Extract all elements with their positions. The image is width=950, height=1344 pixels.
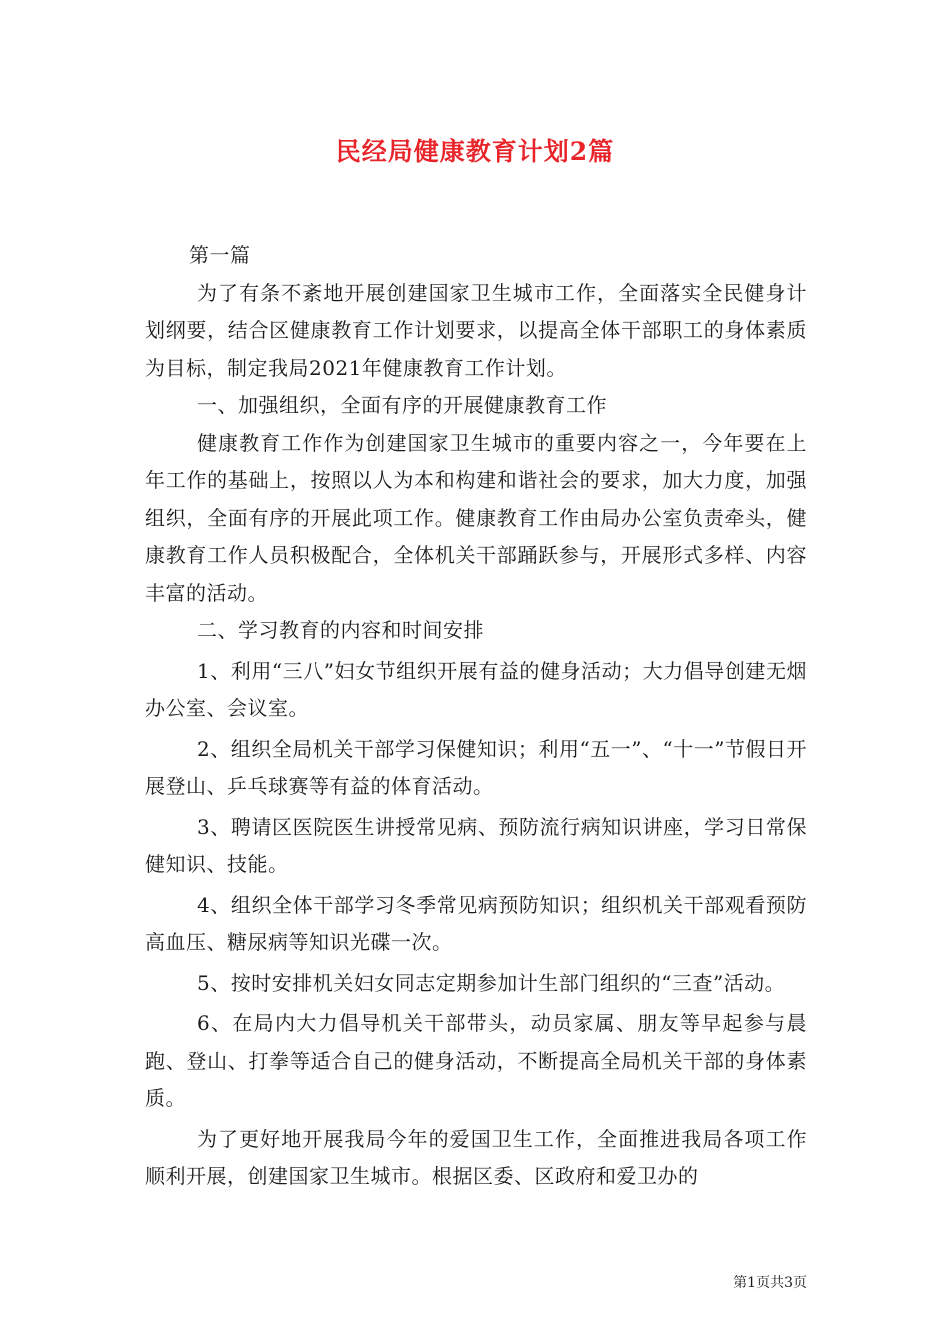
list-item-3: 3、聘请区医院医生讲授常见病、预防流行病知识讲座，学习日常保健知识、技能。 [145,814,807,876]
list-item-5: 5、按时安排机关妇女同志定期参加计生部门组织的“三查”活动。 [197,970,786,995]
heading-schedule: 二、学习教育的内容和时间安排 [197,618,484,642]
document-body [145,237,807,1196]
list-item-6: 6、在局内大力倡导机关干部带头，动员家属、朋友等早起参与晨跑、登山、打拳等适合自己的健身活动，不断提高全局机关干部的身体素质。 [145,1011,807,1110]
list-item-4: 4、组织全体干部学习冬季常见病预防知识；组织机关干部观看预防高血压、糖尿病等知识光碟一次。 [145,892,807,954]
list-item-2: 2、组织全局机关干部学习保健知识；利用“五一”、“十一”节假日开展登山、乒乓球赛等有益的体育活动。 [145,736,807,798]
paragraph-organization: 健康教育工作作为创建国家卫生城市的重要内容之一，今年要在上年工作的基础上，按照以人为本和构建和谐社会的要求，加大力度，加强组织，全面有序的开展此项工作。健康教育工作由局办公室负责牵头，健康教育工作人员积极配合，全体机关干部踊跃参与，开展形式多样、内容丰富的活动。 [145,430,807,605]
list-item-1: 1、利用“三八”妇女节组织开展有益的健身活动；大力倡导创建无烟办公室、会议室。 [145,658,807,720]
heading-organization: 一、加强组织，全面有序的开展健康教育工作 [197,393,607,417]
paragraph-patriotic-health: 为了更好地开展我局今年的爱国卫生工作，全面推进我局各项工作顺利开展，创建国家卫生城市。根据区委、区政府和爱卫办的 [145,1126,807,1188]
page-number-footer: 第1页共3页 [733,1275,807,1291]
document-title: 民经局健康教育计划2篇 [335,137,615,166]
paragraph-intro: 为了有条不紊地开展创建国家卫生城市工作，全面落实全民健身计划纲要，结合区健康教育工作计划要求，以提高全体干部职工的身体素质为目标，制定我局2021年健康教育工作计划。 [145,280,807,380]
section-label-first: 第一篇 [189,243,251,267]
